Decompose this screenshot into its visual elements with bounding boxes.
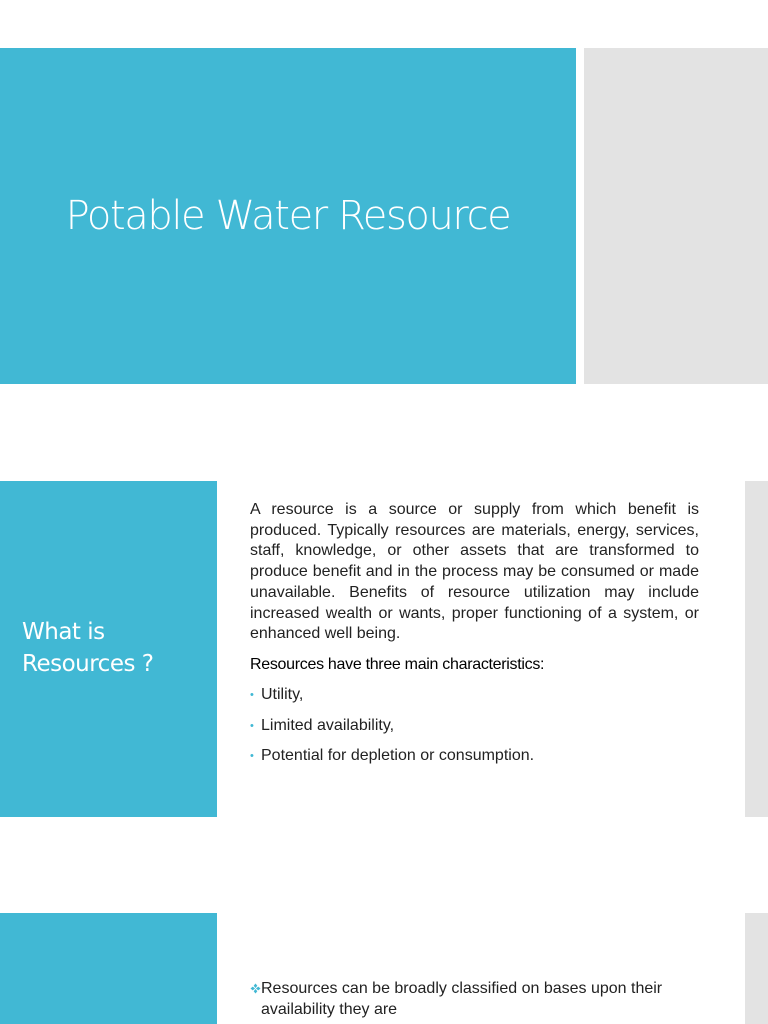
bullet-dot-icon: • [250, 689, 254, 701]
bullet-dot-icon: • [250, 719, 254, 732]
list-item-text: Limited availability, [261, 716, 395, 734]
list-item-text: Utility, [261, 686, 304, 703]
classification-slide-side-panel [745, 913, 768, 1024]
diamond-bullet-icon [250, 983, 261, 994]
characteristics-heading: Resources have three main characteristics: [250, 656, 545, 673]
resource-definition-paragraph: A resource is a source or supply from which benefit is produced. Typically resources are materials, energy, services, staff, knowledge, or other assets that are transformed to produce benefit and in the process may be consumed or made unavailable. Benefits of resource utilization may include increased wealth or wants, proper functioning of a system, or enhanced well being. [250, 501, 699, 643]
classification-slide-panel [0, 913, 217, 1024]
list-item [250, 684, 699, 715]
classification-list-item [250, 978, 710, 1020]
list-item-text: Potential for depletion or consumption. [261, 747, 535, 764]
list-item [250, 715, 699, 746]
list-item [250, 745, 699, 776]
resources-slide-heading: What is Resources ? [22, 619, 154, 677]
title-slide-side-panel [584, 48, 768, 384]
slide-title: Potable Water Resource [65, 193, 511, 239]
classification-text: Resources can be broadly classified on bases upon their availability they are [261, 980, 663, 1018]
resources-slide-side-panel [745, 481, 768, 817]
bullet-dot-icon: • [250, 750, 254, 762]
characteristics-list [250, 684, 699, 776]
